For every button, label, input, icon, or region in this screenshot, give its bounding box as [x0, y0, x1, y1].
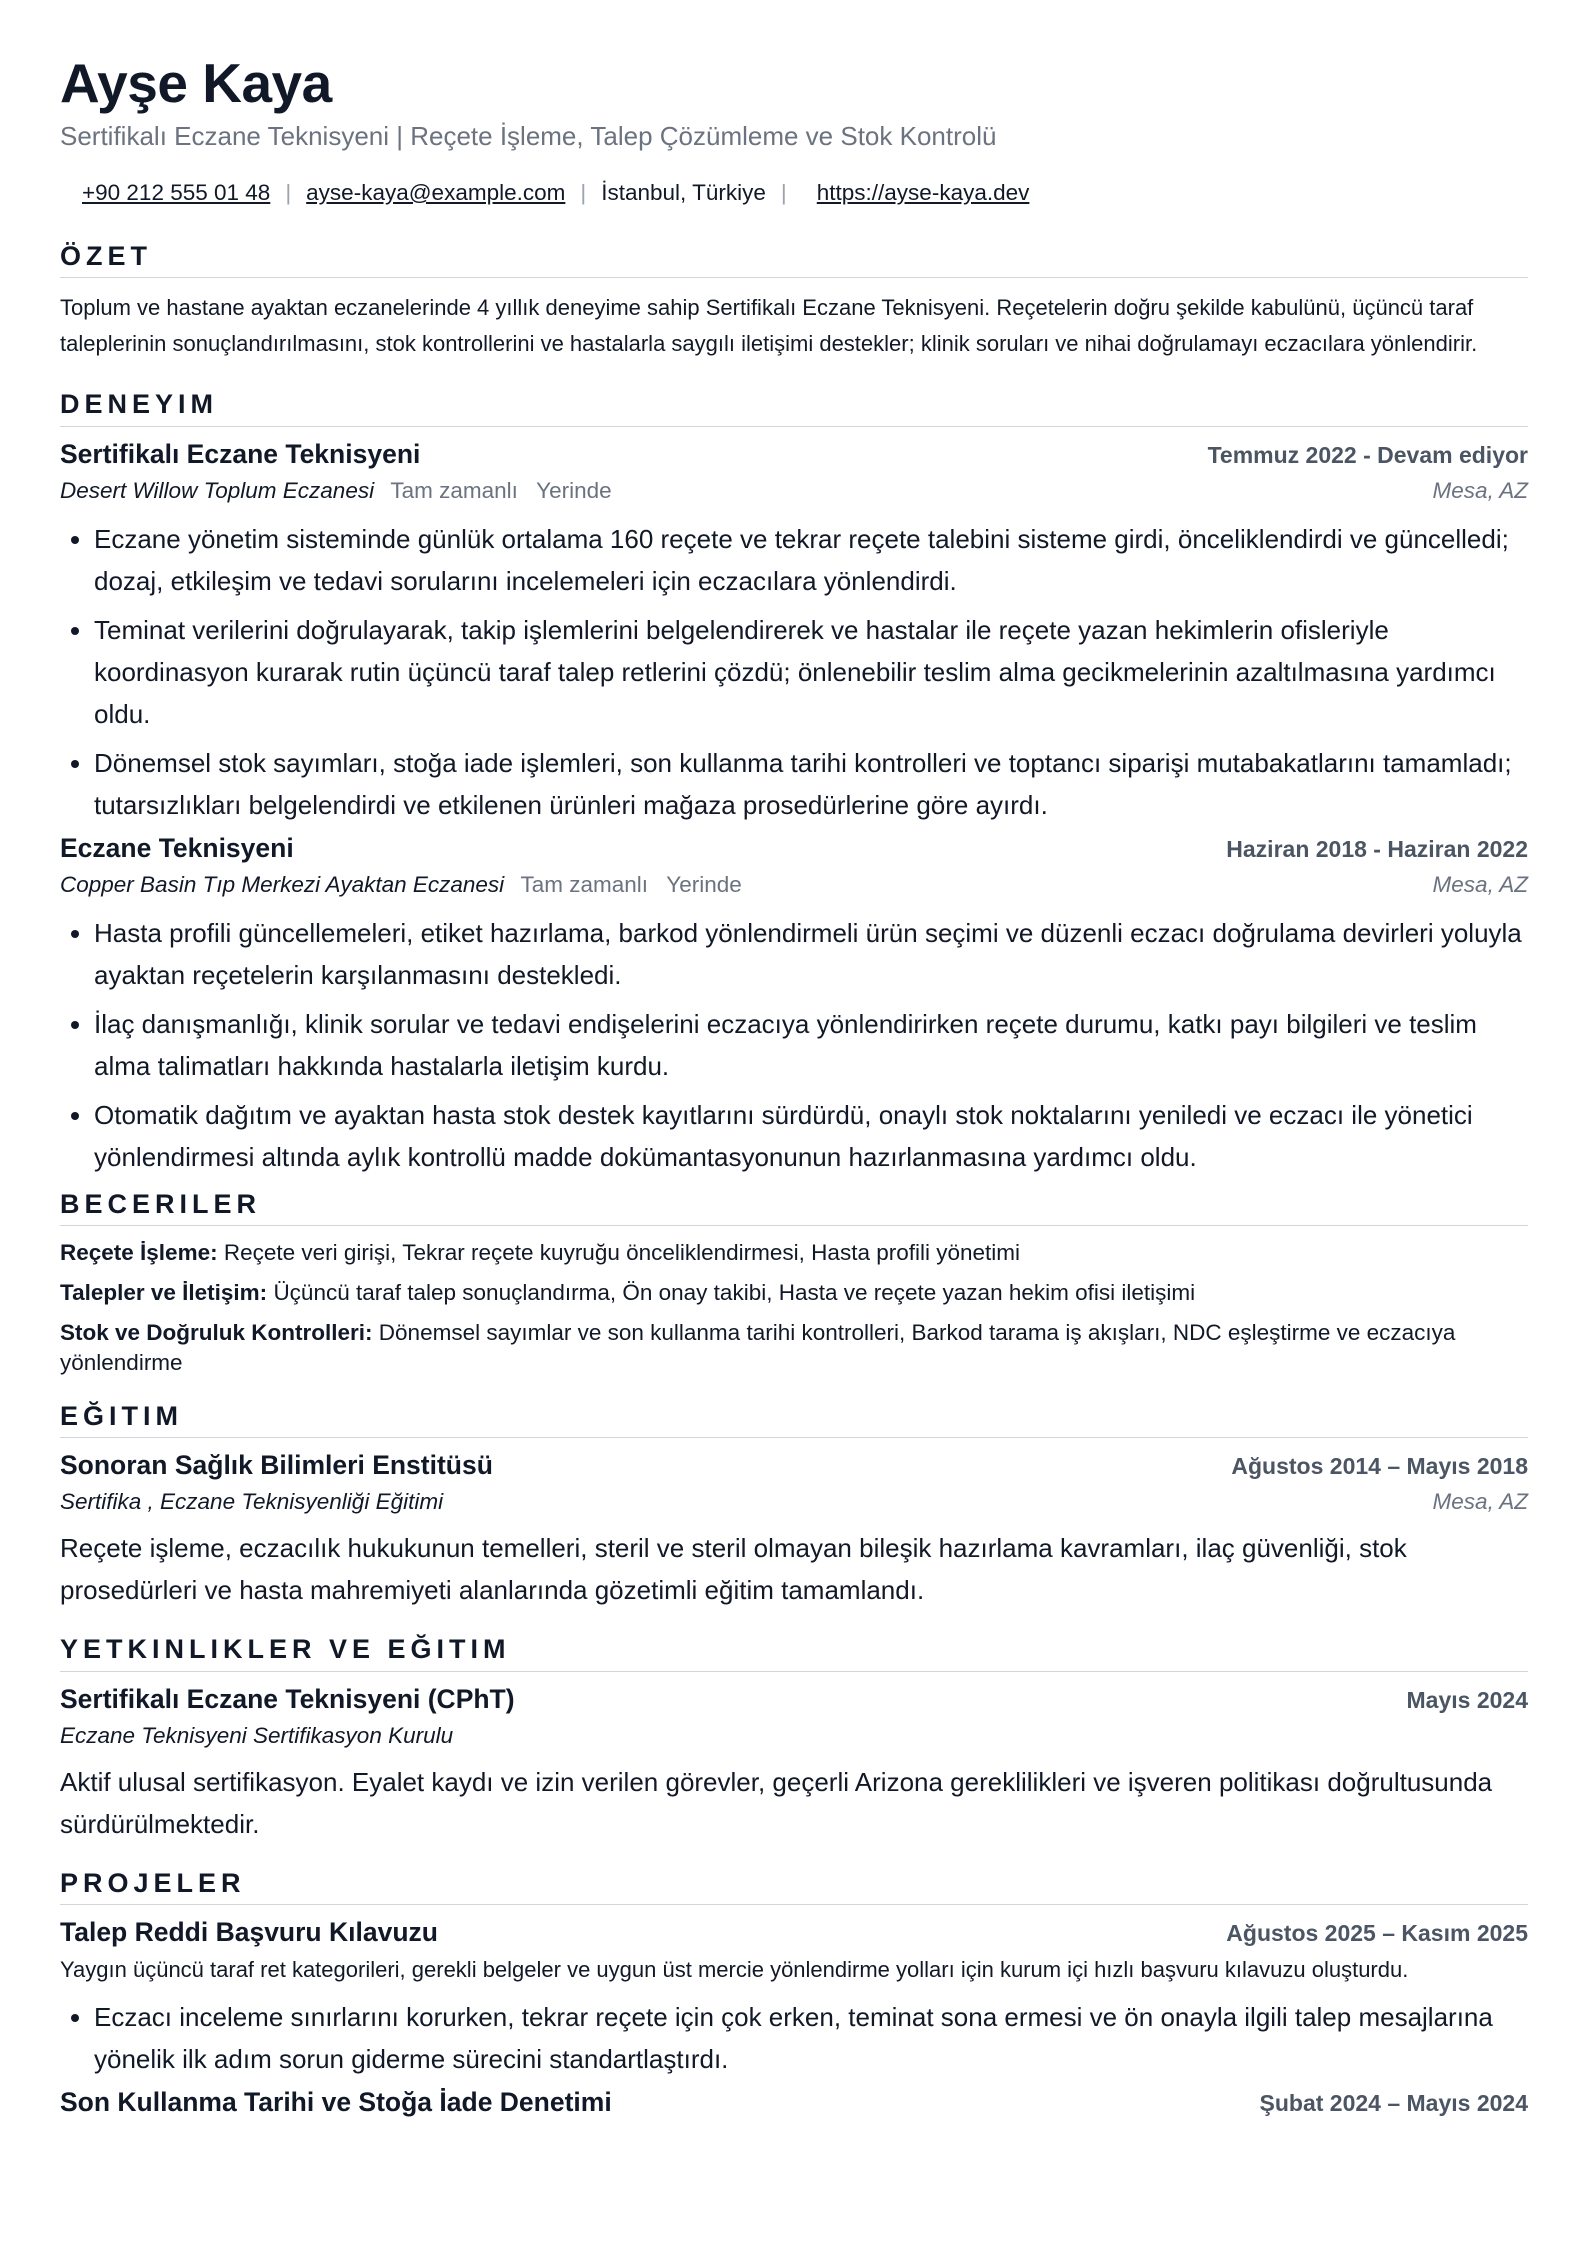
- job-entry: [60, 439, 1528, 826]
- degree-name: Sertifika , Eczane Teknisyenliği Eğitimi: [60, 1489, 444, 1515]
- skill-row: [60, 1278, 1528, 1308]
- contact-bar: [60, 180, 1528, 206]
- skill-category: Reçete İşleme:: [60, 1239, 218, 1265]
- email-link[interactable]: ayse-kaya@example.com: [306, 179, 566, 205]
- project-entry: [60, 1917, 1528, 2080]
- job-mode: Yerinde: [666, 871, 742, 897]
- education-location: Mesa, AZ: [1432, 1489, 1528, 1515]
- project-bullets: [60, 1996, 1528, 2080]
- project-name: Son Kullanma Tarihi ve Stoğa İade Denetimi: [60, 2087, 612, 2118]
- certification-description: Aktif ulusal sertifikasyon. Eyalet kaydı ve izin verilen görevler, geçerli Arizona gereklilikleri ve işveren politikası doğrultusunda sürdürülmektedir.: [60, 1766, 1493, 1839]
- job-dates: Temmuz 2022 - Devam ediyor: [1207, 441, 1528, 468]
- job-bullet: • Eczane yönetim sisteminde günlük ortalama 160 reçete ve tekrar reçete talebini sisteme girdi, önceliklendirdi ve güncelledi; dozaj, etkileşim ve tedavi sorularını incelemeleri için eczacılara yönlendirdi.: [94, 518, 1528, 602]
- project-dates: Ağustos 2025 – Kasım 2025: [1226, 1920, 1528, 1947]
- contact-separator: |: [285, 179, 292, 205]
- job-bullet: • Otomatik dağıtım ve ayaktan hasta stok destek kayıtlarını sürdürdü, onaylı stok noktalarını yeniledi ve eczacı ile yönetici yönlendirmesi altında aylık kontrollü madde dokümantasyonunun hazırlanmasına yardımcı oldu.: [94, 1094, 1528, 1178]
- project-bullet: • Eczacı inceleme sınırlarını korurken, tekrar reçete için çok erken, teminat sona ermesi ve ön onayla ilgili talep mesajlarına yönelik ilk adım sorun giderme sürecini standartlaştırdı.: [94, 1996, 1528, 2080]
- experience-heading: DENEYIM: [60, 388, 1528, 426]
- job-mode: Yerinde: [536, 477, 612, 503]
- job-bullets: [60, 912, 1528, 1178]
- education-description: Reçete işleme, eczacılık hukukunun temelleri, steril ve steril olmayan bileşik hazırlama kavramları, ilaç güvenliği, stok prosedürleri ve hasta mahremiyeti alanlarında gözetimli eğitim tamamlandı.: [60, 1533, 1407, 1606]
- skills-heading: BECERILER: [60, 1188, 1528, 1226]
- location-text: İstanbul, Türkiye: [601, 179, 766, 205]
- job-location: Mesa, AZ: [1432, 477, 1528, 503]
- summary-text: Toplum ve hastane ayaktan eczanelerinde 4 yıllık deneyime sahip Sertifikalı Eczane Teknisyeni. Reçetelerin doğru şekilde kabulünü, üçüncü taraf taleplerinin sonuçlandırılmasını, stok kontrollerini ve hastalarla saygılı iletişimi destekler; klinik soruları ve nihai doğrulamayı eczacılara yönlendirir.: [60, 295, 1478, 357]
- certification-entry: [60, 1684, 1528, 1845]
- resume-page: [60, 50, 1528, 2118]
- candidate-headline: Sertifikalı Eczane Teknisyeni | Reçete İşleme, Talep Çözümleme ve Stok Kontrolü: [60, 121, 997, 151]
- contact-separator: |: [780, 179, 787, 205]
- skill-values: Üçüncü taraf talep sonuçlandırma, Ön onay takibi, Hasta ve reçete yazan hekim ofisi iletişimi: [273, 1279, 1196, 1305]
- skill-values: Dönemsel sayımlar ve son kullanma tarihi kontrolleri, Barkod tarama iş akışları, NDC eşleştirme ve eczacıya yönlendirme: [60, 1319, 1456, 1375]
- summary-heading: ÖZET: [60, 240, 1528, 278]
- job-dates: Haziran 2018 - Haziran 2022: [1226, 835, 1528, 862]
- skill-category: Talepler ve İletişim:: [60, 1279, 268, 1305]
- contact-separator: |: [580, 179, 587, 205]
- job-bullet: • İlaç danışmanlığı, klinik sorular ve tedavi endişelerini eczacıya yönlendirirken reçete durumu, katkı payı bilgileri ve teslim alma talimatları hakkında hastalarla iletişim kurdu.: [94, 1003, 1528, 1087]
- skill-values: Reçete veri girişi, Tekrar reçete kuyruğu önceliklendirmesi, Hasta profili yönetimi: [223, 1239, 1021, 1265]
- certification-issuer: Eczane Teknisyeni Sertifikasyon Kurulu: [60, 1722, 454, 1748]
- education-dates: Ağustos 2014 – Mayıs 2018: [1231, 1453, 1528, 1480]
- job-bullet: • Teminat verilerini doğrulayarak, takip işlemlerini belgelendirerek ve hastalar ile reçete yazan hekimlerin ofisleriyle koordinasyon kurarak rutin üçüncü taraf talep retlerini çözdü; önlenebilir teslim alma gecikmelerinin azaltılmasına yardımcı oldu.: [94, 609, 1528, 735]
- projects-heading: PROJELER: [60, 1867, 1528, 1905]
- certification-name: Sertifikalı Eczane Teknisyeni (CPhT): [60, 1683, 515, 1714]
- phone-link[interactable]: +90 212 555 01 48: [82, 179, 271, 205]
- job-bullet: • Hasta profili güncellemeleri, etiket hazırlama, barkod yönlendirmeli ürün seçimi ve düzenli eczacı doğrulama devirleri yoluyla ayaktan reçetelerin karşılanmasını destekledi.: [94, 912, 1528, 996]
- skill-row: [60, 1318, 1528, 1378]
- project-dates: Şubat 2024 – Mayıs 2024: [1259, 2090, 1528, 2117]
- candidate-name: Ayşe Kaya: [60, 52, 332, 114]
- job-location: Mesa, AZ: [1432, 871, 1528, 897]
- job-entry: [60, 833, 1528, 1178]
- certification-date: Mayıs 2024: [1406, 1686, 1528, 1713]
- job-employer: Desert Willow Toplum Eczanesi: [60, 477, 375, 503]
- project-description: Yaygın üçüncü taraf ret kategorileri, gerekli belgeler ve uygun üst mercie yönlendirme yolları için kurum içi hızlı başvuru kılavuzu oluşturdu.: [60, 1957, 1409, 1983]
- job-type: Tam zamanlı: [390, 477, 518, 503]
- job-employer: Copper Basin Tıp Merkezi Ayaktan Eczanesi: [60, 871, 505, 897]
- job-bullets: [60, 518, 1528, 826]
- project-name: Talep Reddi Başvuru Kılavuzu: [60, 1917, 438, 1948]
- job-title: Eczane Teknisyeni: [60, 832, 294, 863]
- skill-category: Stok ve Doğruluk Kontrolleri:: [60, 1319, 373, 1345]
- skill-row: [60, 1238, 1528, 1268]
- education-heading: EĞITIM: [60, 1400, 1528, 1438]
- job-bullet: • Dönemsel stok sayımları, stoğa iade işlemleri, son kullanma tarihi kontrolleri ve toptancı siparişi mutabakatlarını tamamladı; tutarsızlıkları belgelendirdi ve etkilenen ürünleri mağaza prosedürlerine göre ayırdı.: [94, 742, 1528, 826]
- education-entry: [60, 1450, 1528, 1611]
- school-name: Sonoran Sağlık Bilimleri Enstitüsü: [60, 1450, 493, 1481]
- project-entry: [60, 2087, 1528, 2118]
- certifications-heading: YETKINLIKLER VE EĞITIM: [60, 1633, 1528, 1671]
- website-link[interactable]: https://ayse-kaya.dev: [816, 179, 1030, 205]
- job-type: Tam zamanlı: [520, 871, 648, 897]
- job-title: Sertifikalı Eczane Teknisyeni: [60, 438, 421, 469]
